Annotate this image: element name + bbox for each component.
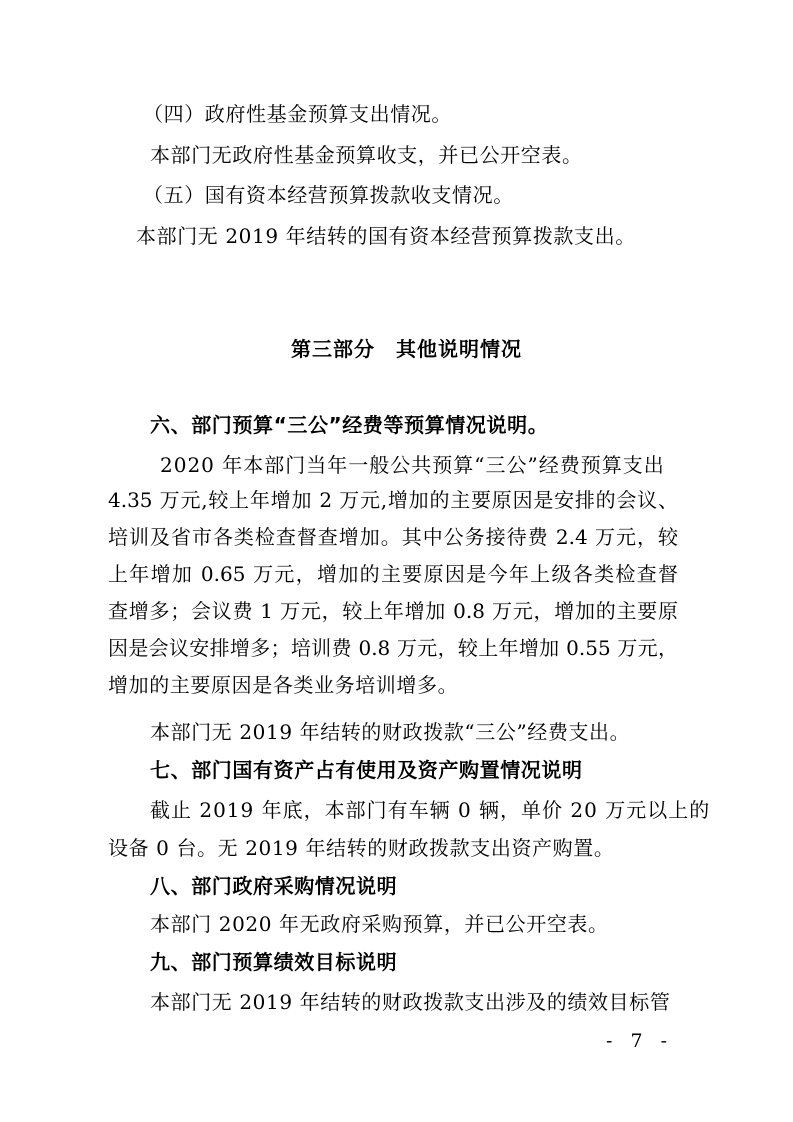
part-three-title: 第三部分 其他说明情况: [291, 337, 522, 361]
paragraph-line: 上年增加 0.65 万元，增加的主要原因是今年上级各类检查督: [108, 562, 678, 586]
paragraph-line: 本部门无政府性基金预算收支，并已公开空表。: [150, 143, 583, 167]
paragraph-line: 4.35 万元,较上年增加 2 万元,增加的主要原因是安排的会议、: [108, 488, 678, 512]
paragraph-line: 增加的主要原因是各类业务培训增多。: [108, 673, 459, 697]
paragraph-line: 查增多；会议费 1 万元，较上年增加 0.8 万元，增加的主要原: [108, 599, 678, 623]
subsection-heading-4: （四）政府性基金预算支出情况。: [143, 102, 452, 126]
page-number: - 7 -: [606, 1030, 674, 1052]
section-heading-6: 六、部门预算“三公”经费等预算情况说明。: [150, 413, 549, 437]
section-heading-9: 九、部门预算绩效目标说明: [150, 950, 398, 974]
paragraph-line: 设备 0 台。无 2019 年结转的财政拨款支出资产购置。: [108, 836, 615, 860]
paragraph-line: 2020 年本部门当年一般公共预算“三公”经费预算支出: [160, 453, 665, 477]
subsection-heading-5: （五）国有资本经营预算拨款收支情况。: [143, 183, 514, 207]
section-heading-7: 七、部门国有资产占有使用及资产购置情况说明: [150, 758, 583, 782]
paragraph-line: 截止 2019 年底，本部门有车辆 0 辆，单价 20 万元以上的: [150, 798, 711, 822]
paragraph-line: 本部门无 2019 年结转的国有资本经营预算拨款支出。: [136, 224, 636, 248]
paragraph-line: 培训及省市各类检查督查增加。其中公务接待费 2.4 万元，较: [108, 525, 678, 549]
paragraph-line: 本部门无 2019 年结转的财政拨款“三公”经费支出。: [150, 720, 631, 744]
section-heading-8: 八、部门政府采购情况说明: [150, 874, 398, 898]
paragraph-line: 本部门无 2019 年结转的财政拨款支出涉及的绩效目标管: [150, 990, 671, 1014]
paragraph-line: 本部门 2020 年无政府采购预算，并已公开空表。: [150, 912, 609, 936]
paragraph-line: 因是会议安排增多；培训费 0.8 万元，较上年增加 0.55 万元，: [108, 636, 678, 660]
